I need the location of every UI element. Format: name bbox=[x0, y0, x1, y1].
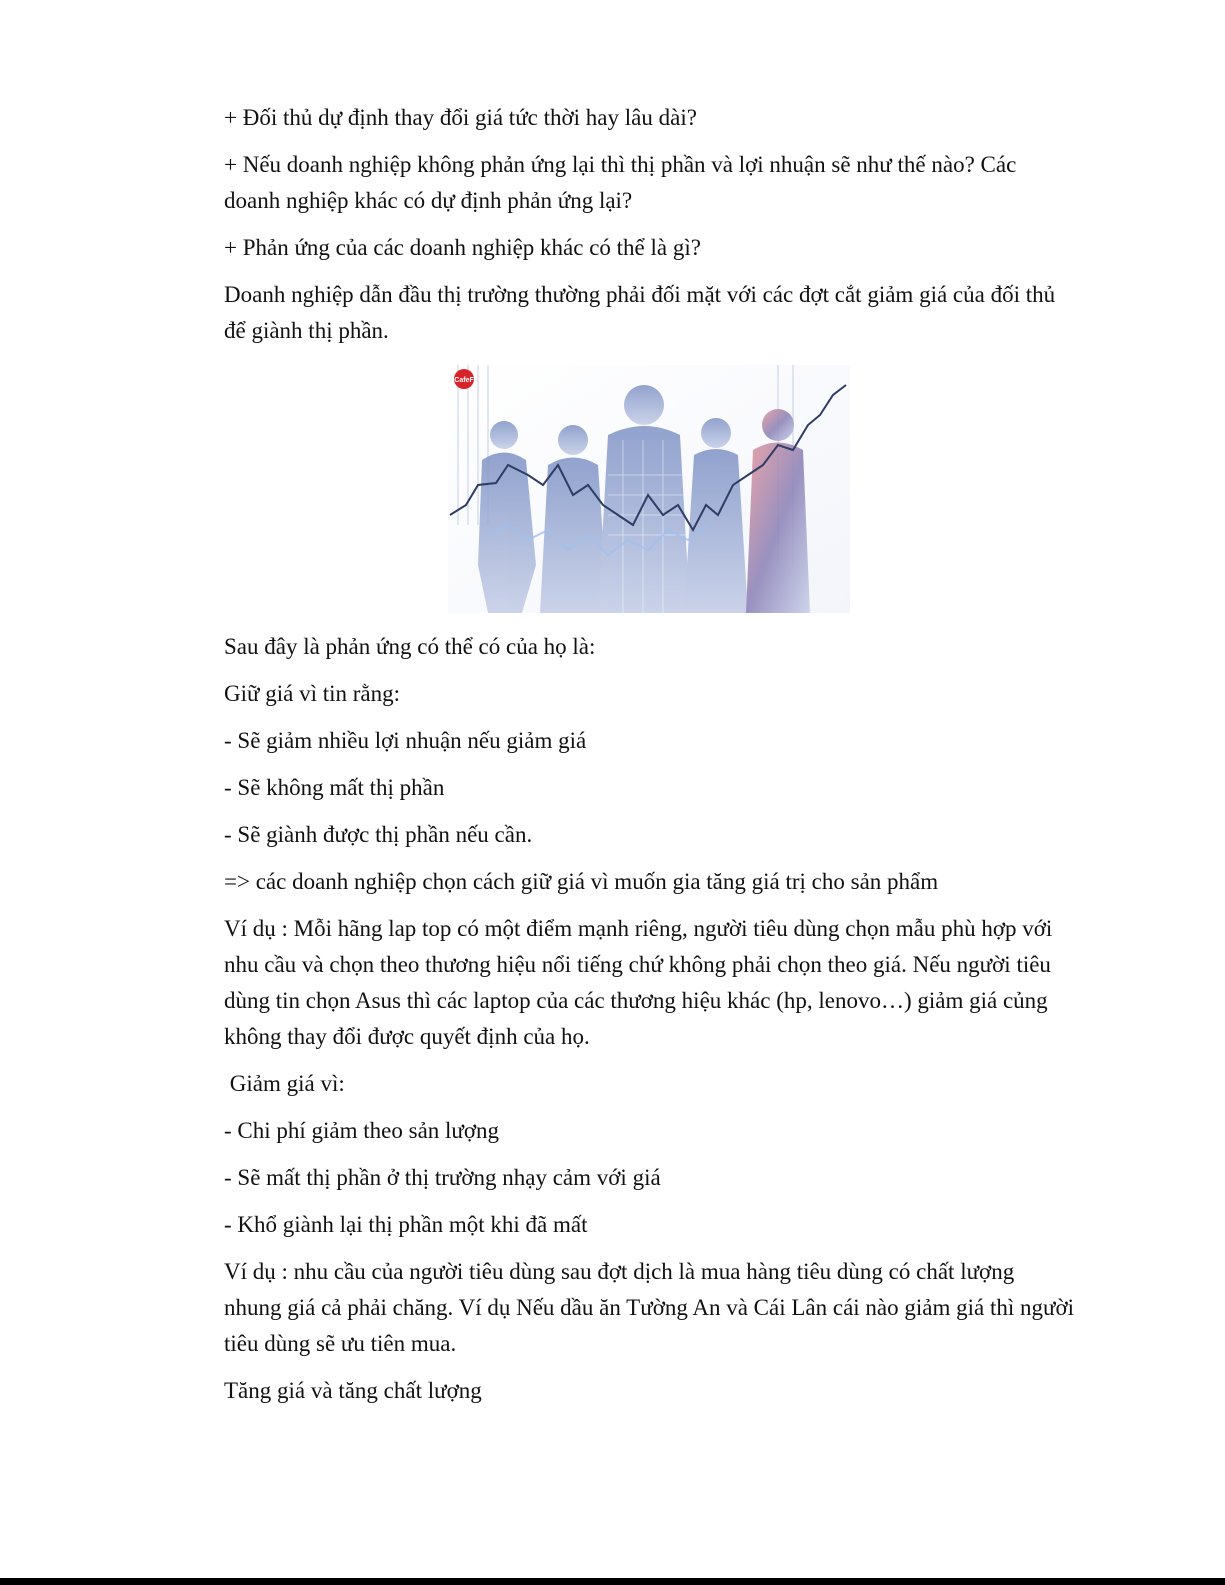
paragraph: + Nếu doanh nghiệp không phản ứng lại thì thị phần và lợi nhuận sẽ như thế nào? Các doanh nghiệp khác có dự định phản ứng lại? bbox=[224, 152, 1017, 213]
paragraph: Doanh nghiệp dẫn đầu thị trường thường phải đối mặt với các đợt cắt giảm giá của đối thủ để giành thị phần. bbox=[224, 282, 1056, 343]
list-item: - Khổ giành lại thị phần một khi đã mất bbox=[224, 1212, 588, 1237]
business-people-figure bbox=[448, 365, 850, 613]
paragraph: Sau đây là phản ứng có thể có của họ là: bbox=[224, 634, 596, 659]
paragraph: Ví dụ : nhu cầu của người tiêu dùng sau đợt dịch là mua hàng tiêu dùng có chất lượng nhung giá cả phải chăng. Ví dụ Nếu dầu ăn Tường An và Cái Lân cái nào giảm giá thì người tiêu dùng sẽ ưu tiên mua. bbox=[224, 1259, 1075, 1356]
paragraph: + Đối thủ dự định thay đổi giá tức thời hay lâu dài? bbox=[224, 105, 697, 130]
list-item: - Sẽ giảm nhiều lợi nhuận nếu giảm giá bbox=[224, 728, 587, 753]
paragraph: Giảm giá vì: bbox=[224, 1071, 345, 1096]
paragraph: Ví dụ : Mỗi hãng lap top có một điểm mạnh riêng, người tiêu dùng chọn mẫu phù hợp với nhu cầu và chọn theo thương hiệu nổi tiếng chứ không phải chọn theo giá. Nếu người tiêu dùng tin chọn Asus thì các laptop của các thương hiệu khác (hp, lenovo…) giảm giá củng không thay đổi được quyết định của họ. bbox=[224, 916, 1053, 1049]
business-people-chart-image bbox=[448, 365, 850, 613]
logo-text: CafeF bbox=[454, 377, 474, 384]
list-item: - Chi phí giảm theo sản lượng bbox=[224, 1118, 500, 1143]
paragraph: + Phản ứng của các doanh nghiệp khác có thể là gì? bbox=[224, 235, 701, 260]
document-page bbox=[224, 100, 1074, 1420]
list-item: - Sẽ không mất thị phần bbox=[224, 775, 445, 800]
list-item: - Sẽ giành được thị phần nếu cần. bbox=[224, 822, 533, 847]
paragraph: => các doanh nghiệp chọn cách giữ giá vì muốn gia tăng giá trị cho sản phẩm bbox=[224, 869, 939, 894]
page-bottom-border bbox=[0, 1578, 1225, 1585]
paragraph: Tăng giá và tăng chất lượng bbox=[224, 1378, 482, 1403]
list-item: - Sẽ mất thị phần ở thị trường nhạy cảm với giá bbox=[224, 1165, 661, 1190]
paragraph: Giữ giá vì tin rằng: bbox=[224, 681, 400, 706]
